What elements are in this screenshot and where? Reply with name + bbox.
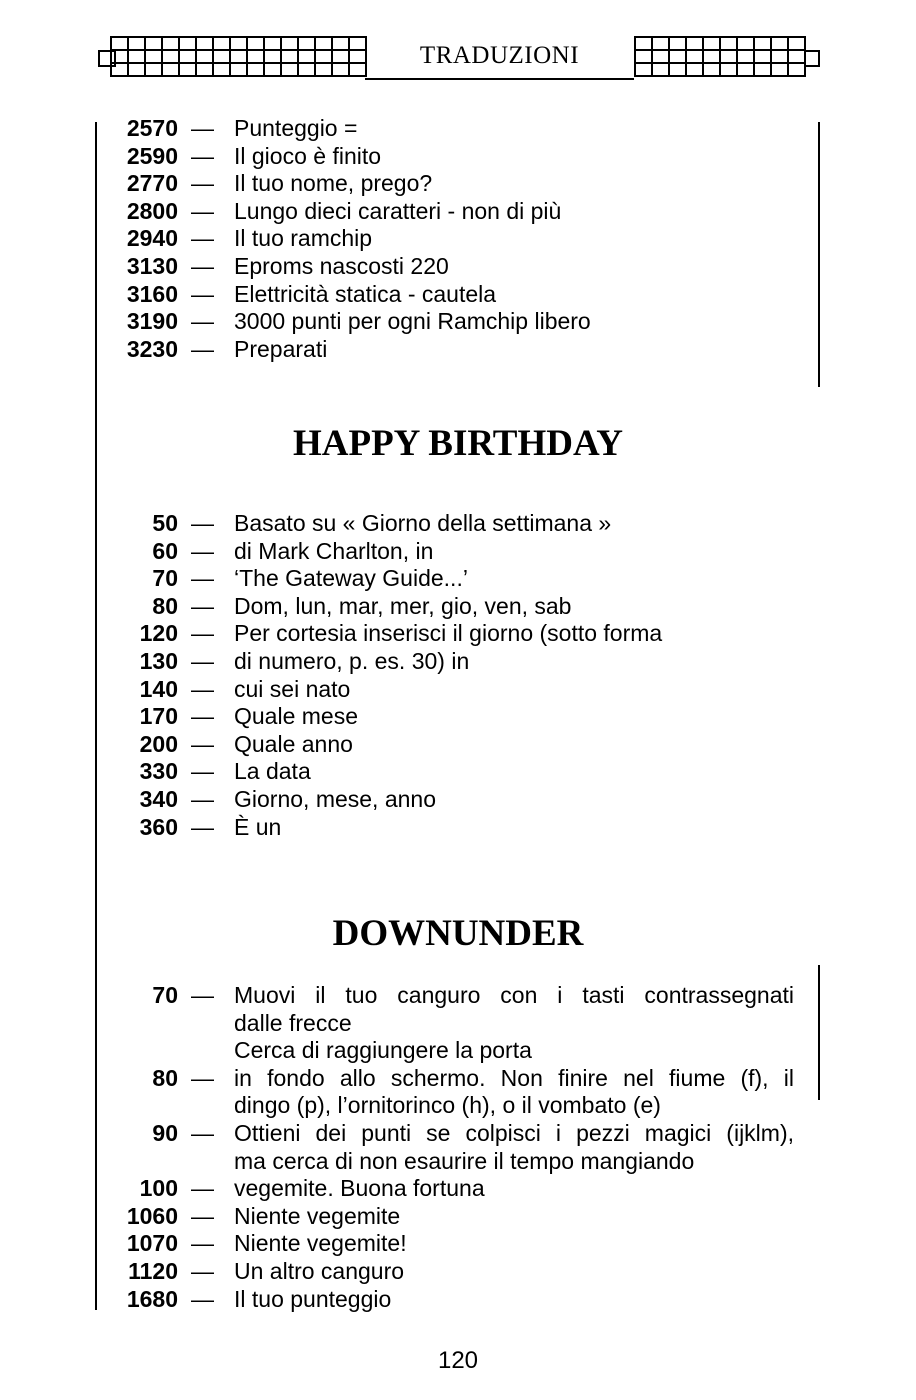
listing-entry xyxy=(0,336,916,364)
em-dash: — xyxy=(191,142,214,169)
em-dash: — xyxy=(191,813,214,840)
em-dash: — xyxy=(191,537,214,564)
line-number: 1120 xyxy=(128,1257,178,1284)
listing-entry xyxy=(0,620,916,648)
listing-entry xyxy=(0,1175,916,1203)
translation-text: Quale mese xyxy=(234,703,359,730)
listing-entry xyxy=(0,308,916,336)
line-number: 80 xyxy=(152,1064,178,1091)
em-dash: — xyxy=(191,592,214,619)
translation-text: dalle frecce xyxy=(234,1009,352,1036)
section-title-happy-birthday: HAPPY BIRTHDAY xyxy=(292,423,624,464)
line-number: 70 xyxy=(152,565,178,592)
line-number: 360 xyxy=(139,813,178,840)
listing-entry xyxy=(0,225,916,253)
listing-entry xyxy=(0,1230,916,1258)
listing-entry xyxy=(0,786,916,814)
translation-text: È un xyxy=(234,813,282,840)
listing-entry xyxy=(0,1203,916,1231)
listing-entry xyxy=(0,1037,916,1065)
translation-text: Niente vegemite xyxy=(234,1202,401,1229)
section-1-entries xyxy=(0,115,916,363)
listing-entry xyxy=(0,731,916,759)
line-number: 130 xyxy=(139,647,178,674)
line-number: 200 xyxy=(139,730,178,757)
em-dash: — xyxy=(191,982,214,1008)
section-title-downunder: DOWNUNDER xyxy=(332,913,584,954)
header-ornament-left-grid xyxy=(110,36,367,77)
listing-entry xyxy=(0,1148,916,1176)
line-number: 70 xyxy=(152,982,178,1008)
em-dash: — xyxy=(191,703,214,730)
translation-text: Basato su « Giorno della settimana » xyxy=(234,510,612,536)
em-dash: — xyxy=(191,1257,214,1284)
listing-entry xyxy=(0,1120,916,1148)
line-number: 140 xyxy=(139,675,178,702)
translation-text: vegemite. Buona fortuna xyxy=(234,1175,485,1202)
header-ornament-right-tab xyxy=(804,50,820,67)
translation-text: Dom, lun, mar, mer, gio, ven, sab xyxy=(234,592,572,619)
listing-entry xyxy=(0,115,916,143)
translation-text: Punteggio = xyxy=(234,115,358,141)
line-number: 1680 xyxy=(126,1285,178,1312)
em-dash: — xyxy=(191,1202,214,1229)
translation-text: Lungo dieci caratteri - non di più xyxy=(234,197,562,224)
listing-entry xyxy=(0,982,916,1010)
em-dash: — xyxy=(191,1064,214,1091)
header-underline xyxy=(365,78,634,80)
translation-text: Ottieni dei punti se colpisci i pezzi magici (ijklm), xyxy=(234,1119,794,1146)
line-number: 2590 xyxy=(126,142,178,169)
listing-entry xyxy=(0,1258,916,1286)
translation-text: Il tuo ramchip xyxy=(234,225,373,252)
translation-text: Eproms nascosti 220 xyxy=(234,252,449,279)
em-dash: — xyxy=(191,335,214,362)
listing-entry xyxy=(0,281,916,309)
em-dash: — xyxy=(191,647,214,674)
line-number: 3130 xyxy=(126,252,178,279)
line-number: 2800 xyxy=(126,197,178,224)
translation-text: Giorno, mese, anno xyxy=(234,785,437,812)
em-dash: — xyxy=(191,675,214,702)
translation-text: Il tuo punteggio xyxy=(234,1285,392,1312)
translation-text: Elettricità statica - cautela xyxy=(234,280,497,307)
translation-text: Niente vegemite! xyxy=(234,1230,407,1257)
line-number: 3230 xyxy=(126,335,178,362)
em-dash: — xyxy=(191,730,214,757)
page-number: 120 xyxy=(437,1347,479,1374)
em-dash: — xyxy=(191,308,214,335)
line-number: 3190 xyxy=(126,308,178,335)
em-dash: — xyxy=(191,225,214,252)
listing-entry xyxy=(0,1010,916,1038)
translation-text: Muovi il tuo canguro con i tasti contrassegnati xyxy=(234,982,794,1008)
line-number: 1060 xyxy=(126,1202,178,1229)
listing-entry xyxy=(0,253,916,281)
em-dash: — xyxy=(191,280,214,307)
translation-text: di Mark Charlton, in xyxy=(234,537,434,564)
translation-text: in fondo allo schermo. Non finire nel fiume (f), il xyxy=(234,1064,794,1091)
translation-text: Il tuo nome, prego? xyxy=(234,170,433,197)
translation-text: Per cortesia inserisci il giorno (sotto forma xyxy=(234,620,663,647)
section-3-entries xyxy=(0,982,916,1313)
line-number: 340 xyxy=(139,785,178,812)
listing-entry xyxy=(0,565,916,593)
translation-text: Preparati xyxy=(234,335,328,362)
em-dash: — xyxy=(191,510,214,536)
line-number: 50 xyxy=(152,510,178,536)
listing-entry xyxy=(0,593,916,621)
listing-entry xyxy=(0,814,916,842)
translation-text: dingo (p), l’ornitorinco (h), o il vombato (e) xyxy=(234,1092,661,1119)
translation-text: Il gioco è finito xyxy=(234,142,382,169)
em-dash: — xyxy=(191,758,214,785)
translation-text: cui sei nato xyxy=(234,675,351,702)
translation-text: ma cerca di non esaurire il tempo mangiando xyxy=(234,1147,695,1174)
line-number: 170 xyxy=(139,703,178,730)
line-number: 2570 xyxy=(126,115,178,141)
listing-entry xyxy=(0,758,916,786)
line-number: 330 xyxy=(139,758,178,785)
line-number: 3160 xyxy=(126,280,178,307)
listing-entry xyxy=(0,703,916,731)
translation-text: Quale anno xyxy=(234,730,353,757)
em-dash: — xyxy=(191,252,214,279)
header-title: TRADUZIONI xyxy=(419,42,580,69)
line-number: 2770 xyxy=(126,170,178,197)
translation-text: ‘The Gateway Guide...’ xyxy=(234,565,468,592)
em-dash: — xyxy=(191,1175,214,1202)
listing-entry xyxy=(0,510,916,538)
em-dash: — xyxy=(191,785,214,812)
listing-entry xyxy=(0,198,916,226)
line-number: 100 xyxy=(139,1175,178,1202)
line-number: 2940 xyxy=(126,225,178,252)
translation-text: di numero, p. es. 30) in xyxy=(234,647,470,674)
listing-entry xyxy=(0,1065,916,1093)
translation-text: 3000 punti per ogni Ramchip libero xyxy=(234,308,591,335)
line-number: 80 xyxy=(152,592,178,619)
translation-text: La data xyxy=(234,758,311,785)
em-dash: — xyxy=(191,170,214,197)
em-dash: — xyxy=(191,620,214,647)
listing-entry xyxy=(0,538,916,566)
listing-entry xyxy=(0,676,916,704)
listing-entry xyxy=(0,143,916,171)
em-dash: — xyxy=(191,1119,214,1146)
line-number: 120 xyxy=(139,620,178,647)
header-ornament-right-grid xyxy=(634,36,806,77)
line-number: 60 xyxy=(152,537,178,564)
em-dash: — xyxy=(191,1285,214,1312)
em-dash: — xyxy=(191,565,214,592)
listing-entry xyxy=(0,170,916,198)
translation-text: Cerca di raggiungere la porta xyxy=(234,1037,532,1064)
line-number: 1070 xyxy=(126,1230,178,1257)
listing-entry xyxy=(0,1092,916,1120)
listing-entry xyxy=(0,1286,916,1314)
em-dash: — xyxy=(191,197,214,224)
translation-text: Un altro canguro xyxy=(234,1257,405,1284)
section-2-entries xyxy=(0,510,916,841)
page-header xyxy=(92,32,822,82)
listing-entry xyxy=(0,648,916,676)
em-dash: — xyxy=(191,115,214,141)
line-number: 90 xyxy=(152,1119,178,1146)
em-dash: — xyxy=(191,1230,214,1257)
